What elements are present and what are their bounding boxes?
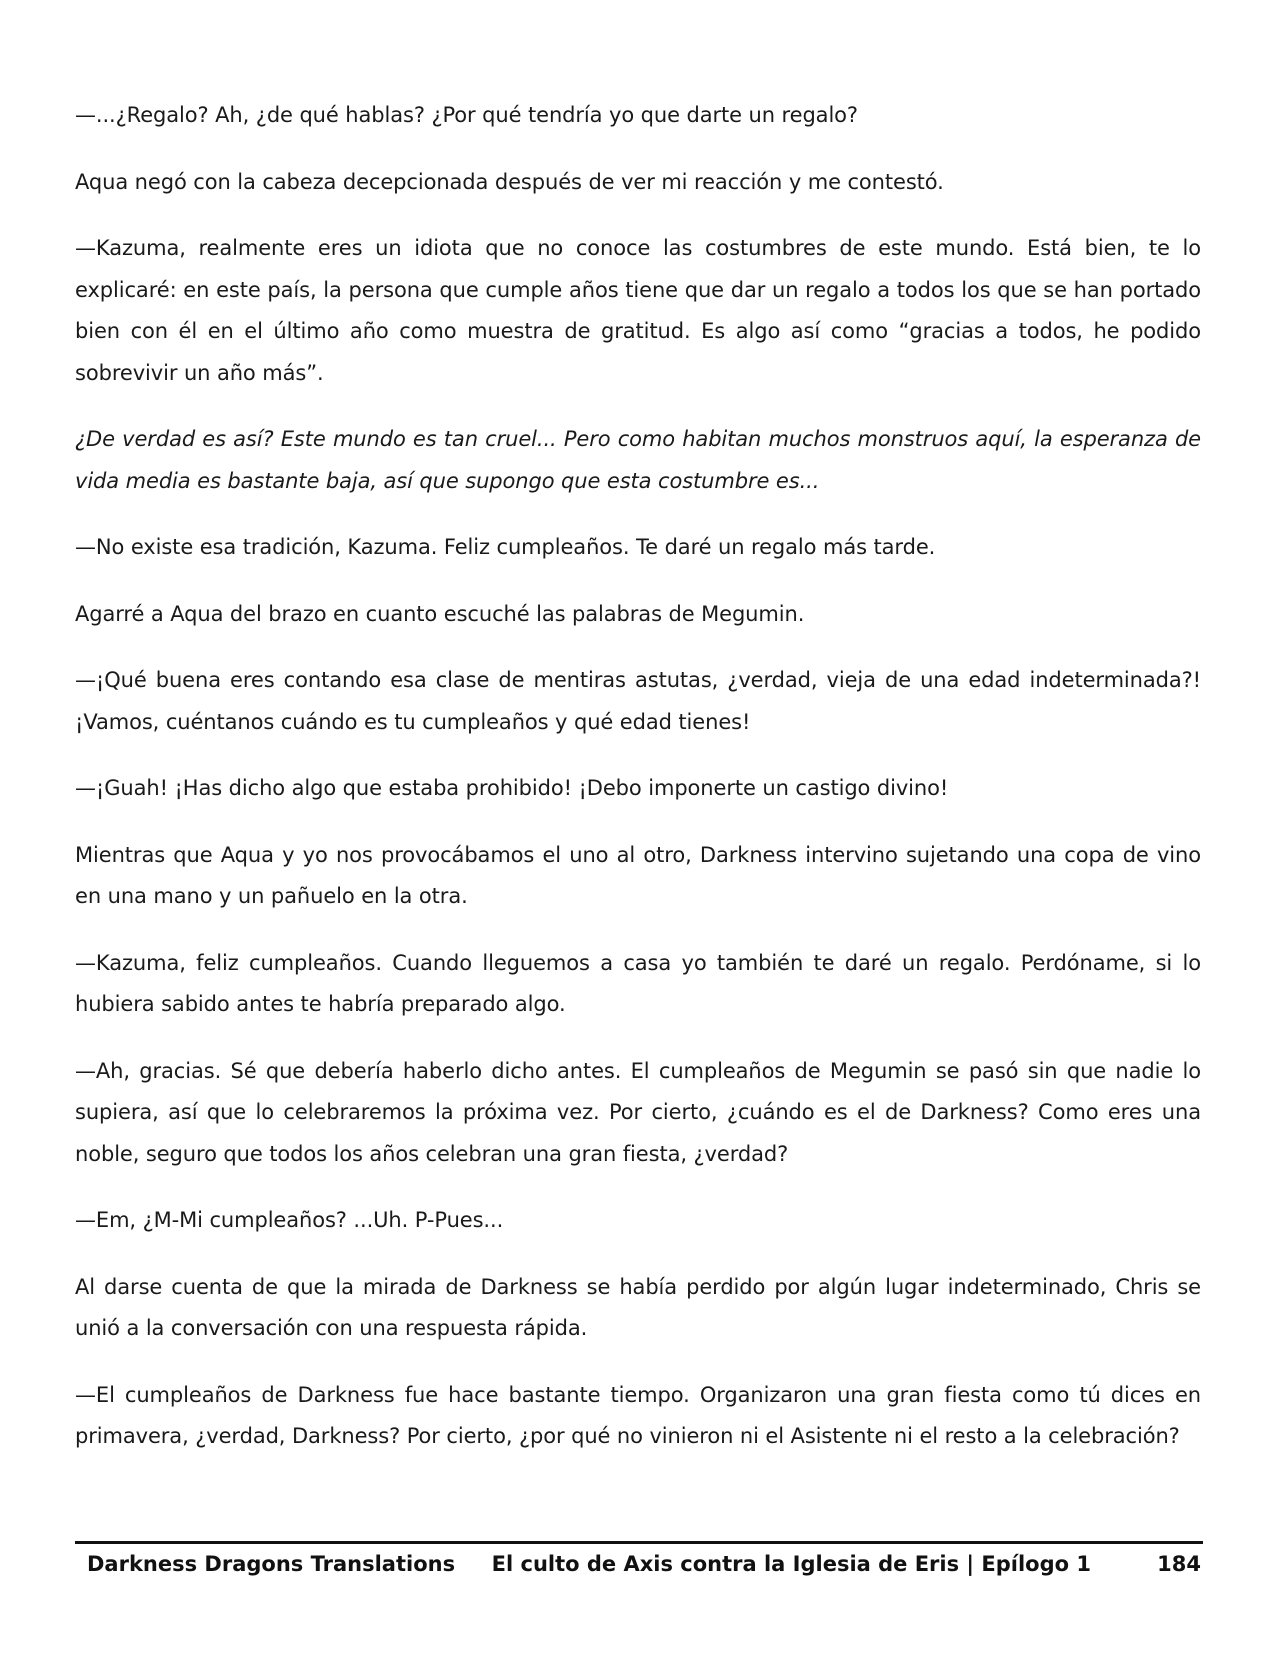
paragraph: —...¿Regalo? Ah, ¿de qué hablas? ¿Por qué tendría yo que darte un regalo?: [75, 103, 858, 127]
paragraph: —El cumpleaños de Darkness fue hace bastante tiempo. Organizaron una gran fiesta como tú dices en primavera, ¿verdad, Darkness? Por cierto, ¿por qué no vinieron ni el Asistente ni el resto a la celebración?: [75, 1382, 1201, 1448]
paragraph: Al darse cuenta de que la mirada de Darkness se había perdido por algún lugar indeterminado, Chris se unió a la conversación con una respuesta rápida.: [75, 1274, 1201, 1340]
page-footer: [87, 1552, 1201, 1584]
paragraph: —Kazuma, feliz cumpleaños. Cuando lleguemos a casa yo también te daré un regalo. Perdóname, si lo hubiera sabido antes te habría preparado algo.: [75, 950, 1201, 1016]
paragraph: —¡Qué buena eres contando esa clase de mentiras astutas, ¿verdad, vieja de una edad indeterminada?! ¡Vamos, cuéntanos cuándo es tu cumpleaños y qué edad tienes!: [75, 668, 1201, 734]
footer-chapter-title: El culto de Axis contra la Iglesia de Eris | Epílogo 1: [491, 1552, 1091, 1576]
paragraph: Aqua negó con la cabeza decepcionada después de ver mi reacción y me contestó.: [75, 169, 944, 194]
paragraph: —Ah, gracias. Sé que debería haberlo dicho antes. El cumpleaños de Megumin se pasó sin que nadie lo supiera, así que lo celebraremos la próxima vez. Por cierto, ¿cuándo es el de Darkness? Como eres una noble, seguro que todos los años celebran una gran fiesta, ¿verdad?: [75, 1058, 1201, 1166]
paragraph: —No existe esa tradición, Kazuma. Feliz cumpleaños. Te daré un regalo más tarde.: [75, 535, 936, 559]
footer-divider: [75, 1541, 1203, 1544]
page-number: 184: [1157, 1552, 1201, 1576]
page-body: [75, 95, 1201, 1483]
paragraph-italic: ¿De verdad es así? Este mundo es tan cruel... Pero como habitan muchos monstruos aquí, la esperanza de vida media es bastante baja, así que supongo que esta costumbre es...: [75, 427, 1201, 493]
paragraph: Agarré a Aqua del brazo en cuanto escuché las palabras de Megumin.: [75, 601, 805, 626]
paragraph: Mientras que Aqua y yo nos provocábamos el uno al otro, Darkness intervino sujetando una copa de vino en una mano y un pañuelo en la otra.: [75, 842, 1201, 908]
paragraph: —Em, ¿M-Mi cumpleaños? ...Uh. P-Pues...: [75, 1208, 504, 1232]
footer-translator-credit: Darkness Dragons Translations: [87, 1552, 456, 1576]
paragraph: —Kazuma, realmente eres un idiota que no conoce las costumbres de este mundo. Está bien, te lo explicaré: en este país, la persona que cumple años tiene que dar un regalo a todos los que se han portado bien con él en el último año como muestra de gratitud. Es algo así como “gracias a todos, he podido sobrevivir un año más”.: [75, 236, 1201, 385]
paragraph: —¡Guah! ¡Has dicho algo que estaba prohibido! ¡Debo imponerte un castigo divino!: [75, 776, 949, 800]
